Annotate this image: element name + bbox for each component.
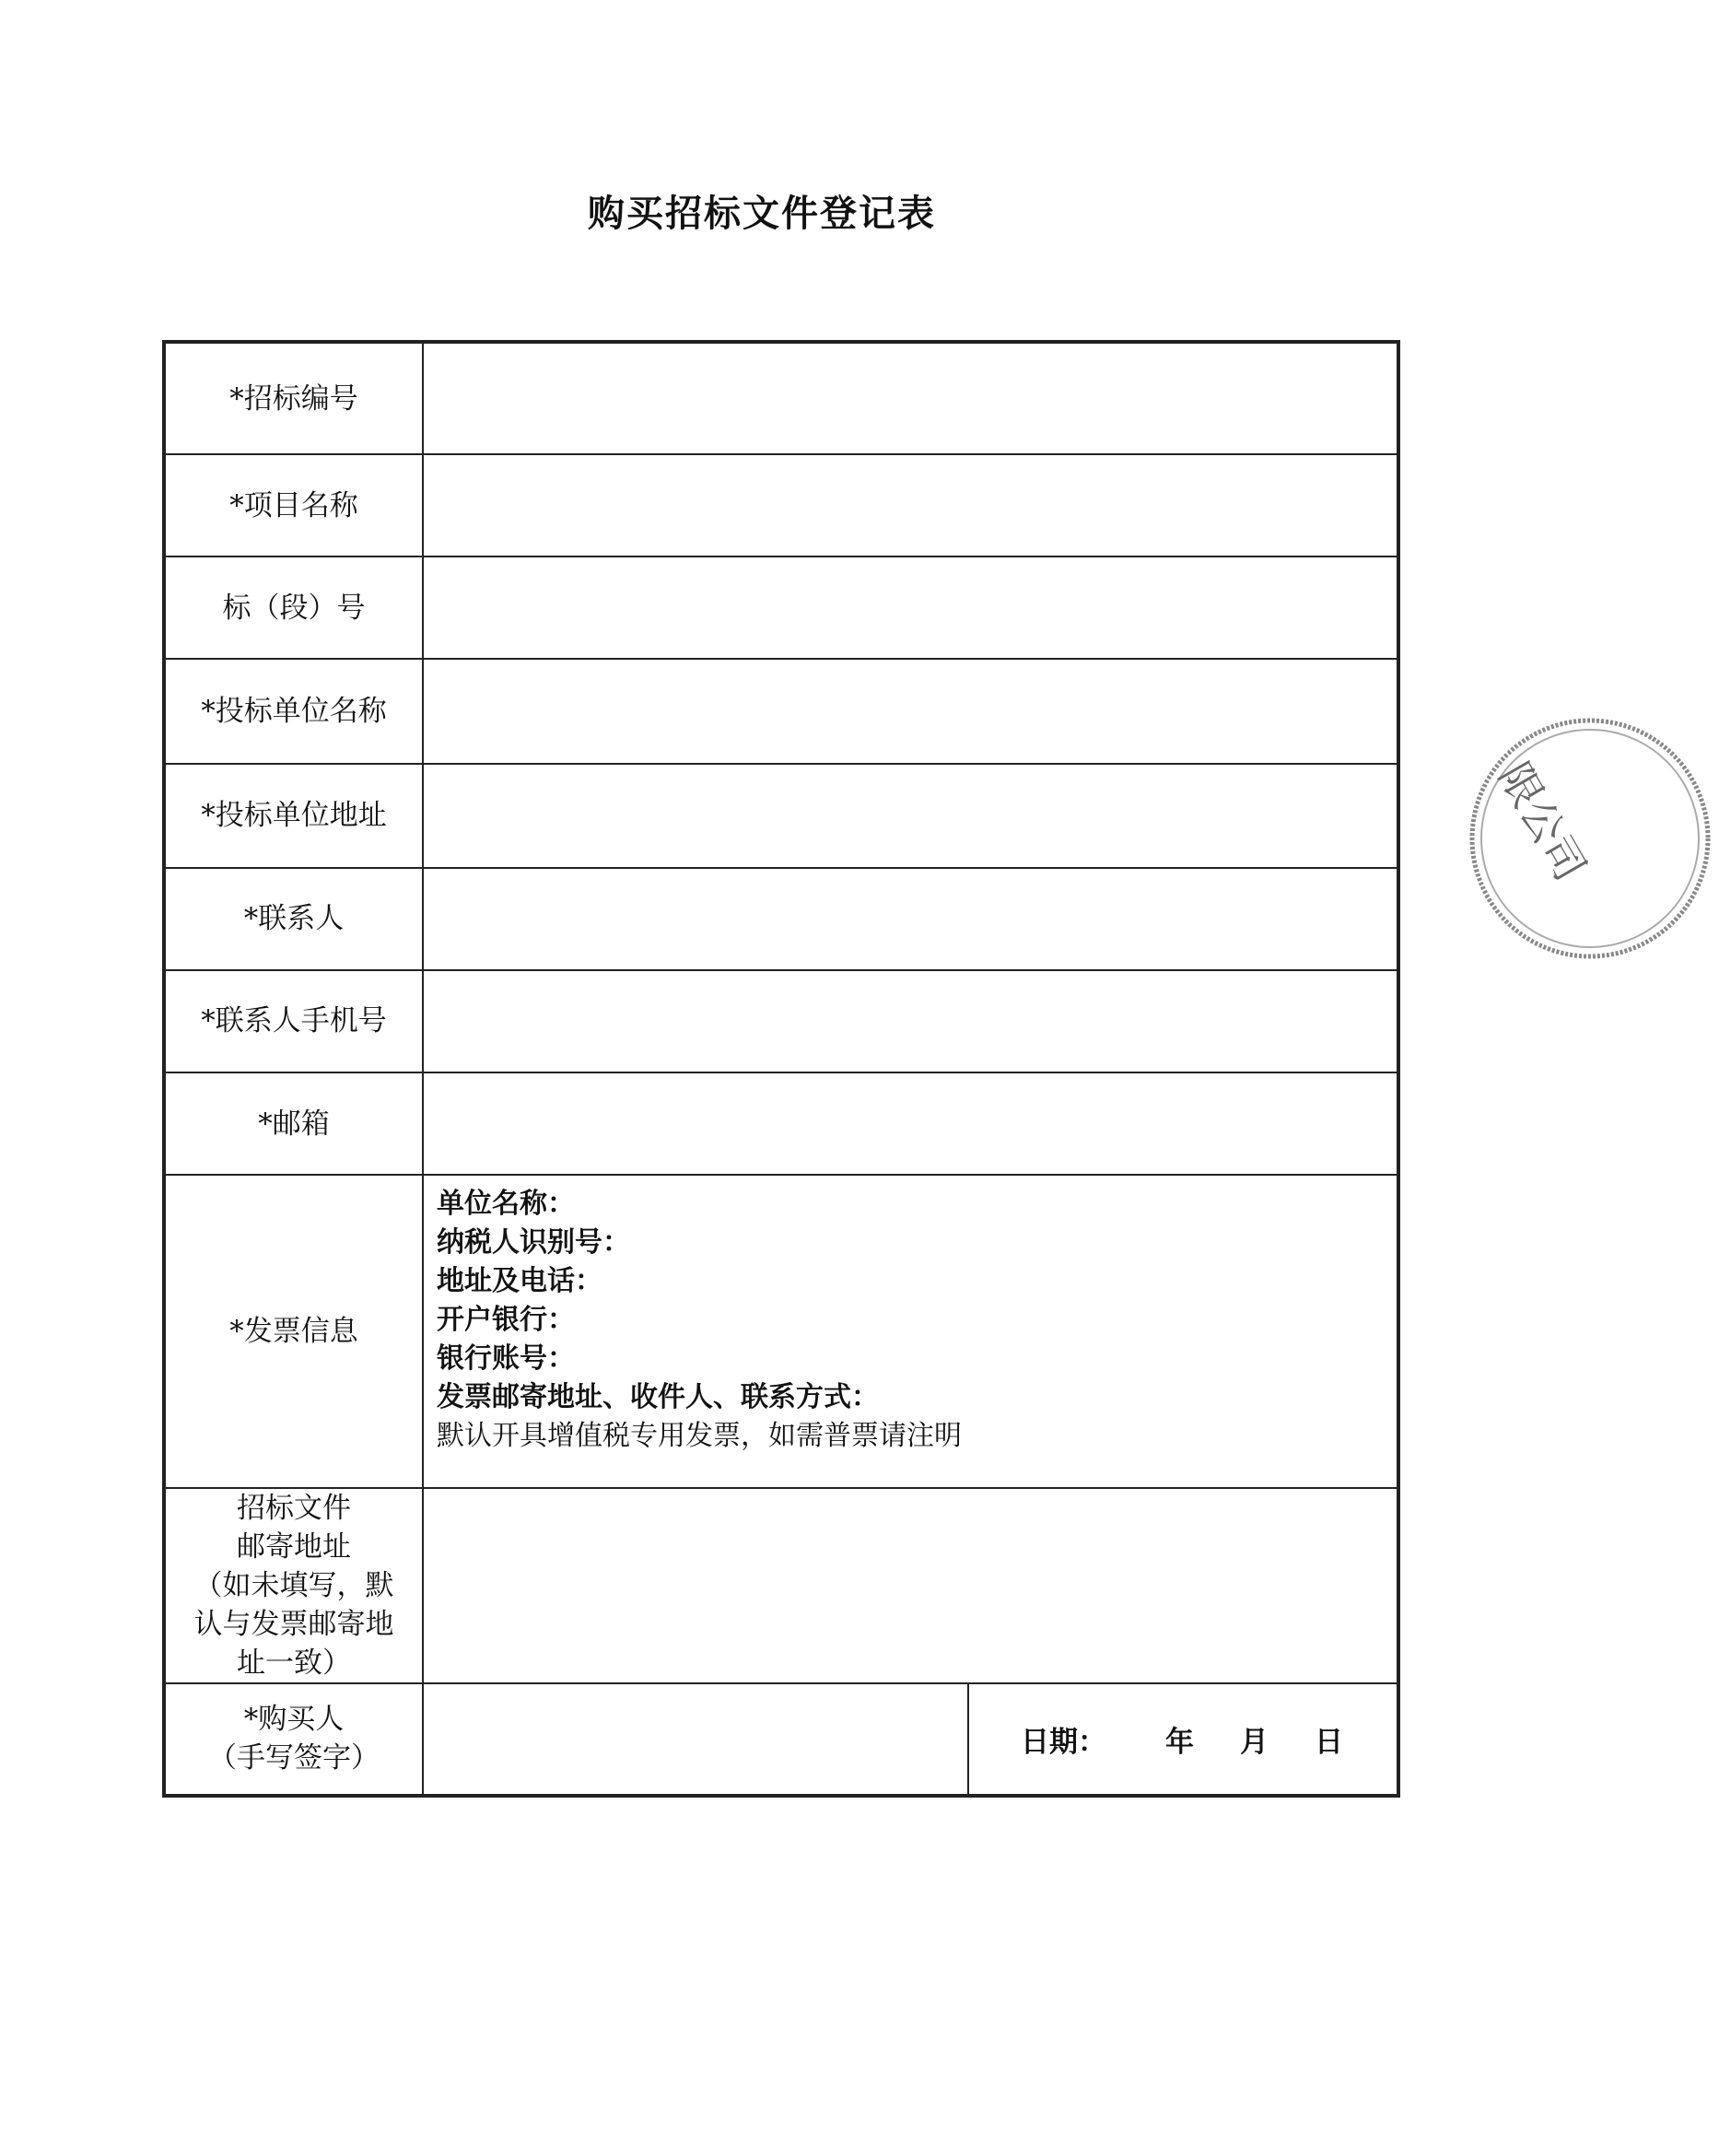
label-buyer — [164, 1683, 423, 1796]
seal-text: 限公司 — [1489, 754, 1596, 890]
mailing-label-line: （如未填写，默 — [193, 1568, 394, 1602]
row-contact-mobile — [164, 970, 1398, 1072]
invoice-note: 默认开具增值税专用发票，如需普票请注明 — [437, 1420, 962, 1453]
buyer-label-line: （手写签字） — [208, 1741, 380, 1775]
row-mailing-address — [164, 1488, 1398, 1683]
invoice-line-taxpayer-id: 纳税人识别号： — [437, 1226, 630, 1260]
mailing-label-line: 邮寄地址 — [237, 1529, 351, 1564]
label-email: *邮箱 — [164, 1072, 423, 1175]
invoice-info-field[interactable] — [423, 1175, 1398, 1487]
row-bid-number — [164, 342, 1398, 454]
row-contact-person — [164, 868, 1398, 970]
date-day: 日 — [1315, 1725, 1343, 1759]
mailing-label-line: 认与发票邮寄地 — [193, 1607, 394, 1641]
invoice-line-mailing: 发票邮寄地址、收件人、联系方式： — [437, 1381, 879, 1414]
mailing-address-field[interactable] — [423, 1488, 1398, 1683]
row-lot-number — [164, 557, 1398, 659]
label-project-name: *项目名称 — [164, 454, 423, 557]
seal-graphic — [1461, 709, 1719, 967]
label-contact-mobile: *联系人手机号 — [164, 970, 423, 1072]
date-field[interactable] — [968, 1683, 1398, 1796]
row-email — [164, 1072, 1398, 1175]
project-name-field[interactable] — [423, 454, 1398, 557]
bidder-name-field[interactable] — [423, 659, 1398, 763]
lot-number-field[interactable] — [423, 557, 1398, 659]
mailing-label-line: 址一致） — [237, 1646, 351, 1680]
mailing-label-line: 招标文件 — [237, 1491, 351, 1525]
label-bidder-address: *投标单位地址 — [164, 764, 423, 868]
bid-number-field[interactable] — [423, 342, 1398, 454]
row-project-name — [164, 454, 1398, 557]
row-invoice-info — [164, 1175, 1398, 1487]
contact-mobile-field[interactable] — [423, 970, 1398, 1072]
date-label: 日期： — [1021, 1725, 1106, 1759]
label-mailing-address — [164, 1488, 423, 1683]
bidder-address-field[interactable] — [423, 764, 1398, 868]
contact-person-field[interactable] — [423, 868, 1398, 970]
invoice-line-address-phone: 地址及电话： — [437, 1265, 602, 1298]
buyer-signature-field[interactable] — [423, 1683, 968, 1796]
date-month: 月 — [1240, 1725, 1269, 1759]
label-bidder-name: *投标单位名称 — [164, 659, 423, 763]
row-bidder-address — [164, 764, 1398, 868]
registration-form — [162, 340, 1400, 1798]
form-title: 购买招标文件登记表 — [588, 193, 936, 235]
label-invoice-info: *发票信息 — [164, 1175, 423, 1487]
row-bidder-name — [164, 659, 1398, 763]
date-year: 年 — [1165, 1725, 1194, 1759]
company-seal — [1461, 709, 1719, 967]
email-field[interactable] — [423, 1072, 1398, 1175]
invoice-line-company: 单位名称： — [437, 1188, 575, 1221]
row-buyer — [164, 1683, 1398, 1796]
buyer-label-line: *购买人 — [243, 1703, 345, 1737]
invoice-line-account: 银行账号： — [437, 1342, 575, 1376]
label-bid-number: *招标编号 — [164, 342, 423, 454]
label-contact-person: *联系人 — [164, 868, 423, 970]
label-lot-number: 标（段）号 — [164, 557, 423, 659]
invoice-line-bank: 开户银行： — [437, 1304, 575, 1337]
